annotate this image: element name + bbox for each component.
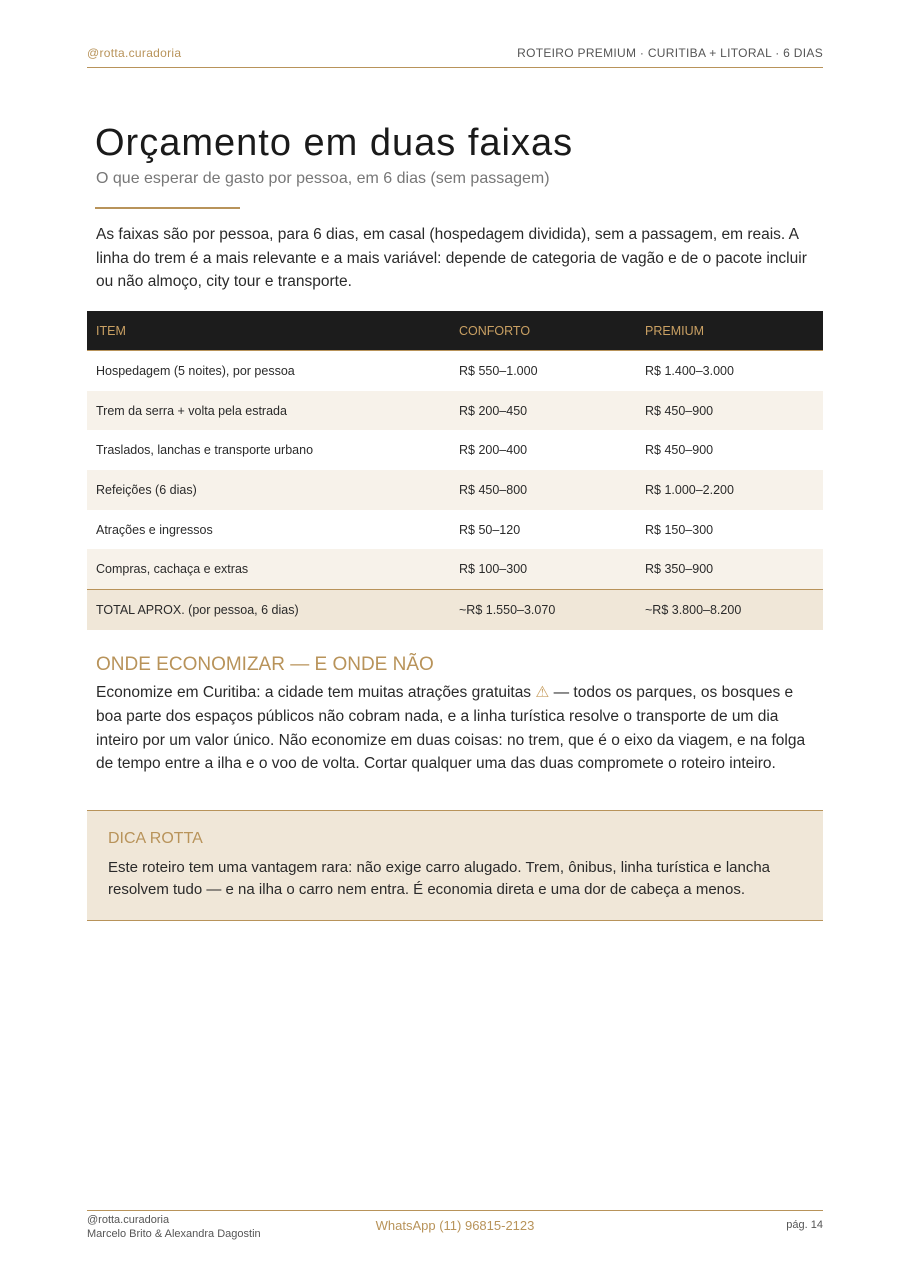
header-doc-title: ROTEIRO PREMIUM · CURITIBA + LITORAL · 6 DIAS	[517, 46, 823, 60]
cell-item: Compras, cachaça e extras	[87, 549, 450, 589]
budget-table	[87, 311, 823, 630]
section-title: ONDE ECONOMIZAR — E ONDE NÃO	[96, 654, 434, 675]
cell-item: Traslados, lanchas e transporte urbano	[96, 443, 314, 458]
cell-conforto: R$ 50–120	[459, 522, 521, 537]
header-brand: @rotta.curadoria	[87, 46, 182, 60]
cell-premium: R$ 150–300	[645, 522, 714, 537]
table-row	[87, 510, 823, 550]
cell-item: Trem da serra + volta pela estrada	[87, 391, 450, 431]
page-subtitle: O que esperar de gasto por pessoa, em 6 dias (sem passagem)	[96, 170, 550, 187]
tip-body: Este roteiro tem uma vantagem rara: não exige carro alugado. Trem, ônibus, linha turística e lancha resolvem tudo — e na ilha o carro nem entra. É economia direta e uma dor de cabeça a menos.	[108, 859, 771, 898]
cell-conforto: R$ 450–800	[450, 470, 636, 510]
page-header	[87, 46, 823, 68]
footer-authors: Marcelo Brito & Alexandra Dagostin	[87, 1228, 261, 1240]
column-header-item: ITEM	[87, 311, 450, 351]
section-body-end: — todos os parques, os bosques e boa parte dos espaços públicos não cobram nada, e a linha turística resolve o transporte de um dia inteiro por um valor único. Não economize em duas coisas: no trem, que é o eixo da viagem, e na folga de tempo entre a ilha e o voo de volta. Cortar qualquer uma das duas compromete o roteiro inteiro.	[96, 684, 806, 773]
table-row	[87, 351, 823, 391]
cell-item: Refeições (6 dias)	[87, 470, 450, 510]
table-row	[87, 391, 823, 431]
footer-contact: WhatsApp (11) 96815-2123	[375, 1218, 535, 1233]
cell-premium: R$ 1.400–3.000	[645, 363, 734, 378]
cell-item: Atrações e ingressos	[96, 522, 213, 537]
total-label: TOTAL APROX. (por pessoa, 6 dias)	[87, 590, 450, 630]
title-divider	[95, 207, 240, 209]
table-row	[87, 549, 823, 589]
cell-conforto: R$ 100–300	[450, 549, 636, 589]
intro-paragraph: As faixas são por pessoa, para 6 dias, em casal (hospedagem dividida), sem a passagem, em reais. A linha do trem é a mais relevante e a mais variável: depende de categoria de vagão e de o pacote incluir ou não almoço, city tour e transporte.	[96, 226, 807, 290]
section-body	[96, 681, 816, 776]
tip-title: DICA ROTTA	[108, 830, 203, 847]
warning-icon: ⚠	[535, 684, 550, 701]
column-header-premium: PREMIUM	[636, 311, 823, 351]
cell-conforto: R$ 200–400	[459, 443, 528, 458]
page-title: Orçamento em duas faixas	[95, 122, 574, 164]
column-header-conforto: CONFORTO	[450, 311, 636, 351]
page-number: pág. 14	[786, 1219, 823, 1231]
table-row	[87, 470, 823, 510]
cell-premium: R$ 1.000–2.200	[636, 470, 823, 510]
total-conforto: ~R$ 1.550–3.070	[450, 590, 636, 630]
cell-premium: R$ 450–900	[645, 443, 714, 458]
table-row	[87, 430, 823, 470]
cell-premium: R$ 350–900	[636, 549, 823, 589]
section-body-start: Economize em Curitiba: a cidade tem muitas atrações gratuitas	[96, 684, 536, 701]
cell-conforto: R$ 200–450	[450, 391, 636, 431]
footer-brand: @rotta.curadoria	[87, 1214, 170, 1226]
cell-premium: R$ 450–900	[636, 391, 823, 431]
table-header-row	[87, 311, 823, 351]
total-premium: ~R$ 3.800–8.200	[636, 590, 823, 630]
tip-box	[87, 810, 823, 921]
cell-item: Hospedagem (5 noites), por pessoa	[96, 363, 295, 378]
table-total-row	[87, 590, 823, 630]
cell-conforto: R$ 550–1.000	[459, 363, 538, 378]
page-footer	[87, 1210, 823, 1251]
